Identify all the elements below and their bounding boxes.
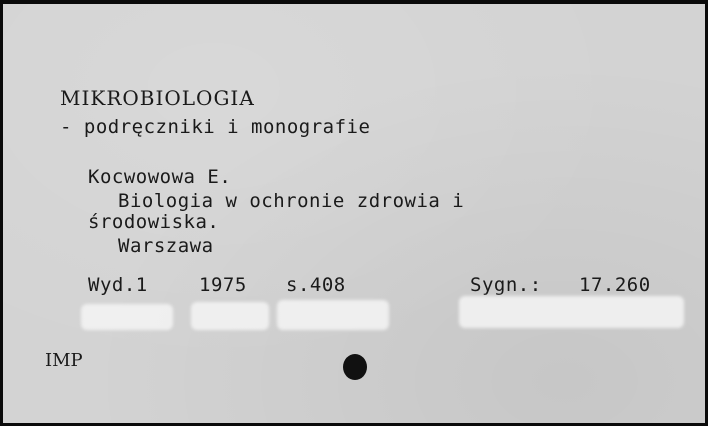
catalog-card — [3, 4, 705, 423]
correction-fluid-mark — [191, 302, 269, 330]
edition: Wyd.1 — [88, 274, 148, 296]
title-line-1: Biologia w ochronie zdrowia i — [118, 190, 465, 212]
call-number-label: Sygn.: — [470, 274, 542, 296]
page-count: s.408 — [286, 274, 346, 296]
library-stamp: IMP — [45, 350, 83, 371]
correction-fluid-mark — [81, 304, 173, 330]
publication-place: Warszawa — [118, 235, 214, 257]
subject-subheading: - podręczniki i monografie — [60, 116, 371, 138]
call-number: 17.260 — [579, 274, 651, 296]
publication-year: 1975 — [199, 274, 247, 296]
author: Kocwowowa E. — [88, 166, 232, 188]
subject-heading: MIKROBIOLOGIA — [60, 86, 255, 110]
correction-fluid-mark — [459, 296, 684, 328]
correction-fluid-mark — [277, 300, 389, 330]
punch-hole — [343, 354, 367, 380]
title-line-2: środowiska. — [88, 211, 220, 233]
